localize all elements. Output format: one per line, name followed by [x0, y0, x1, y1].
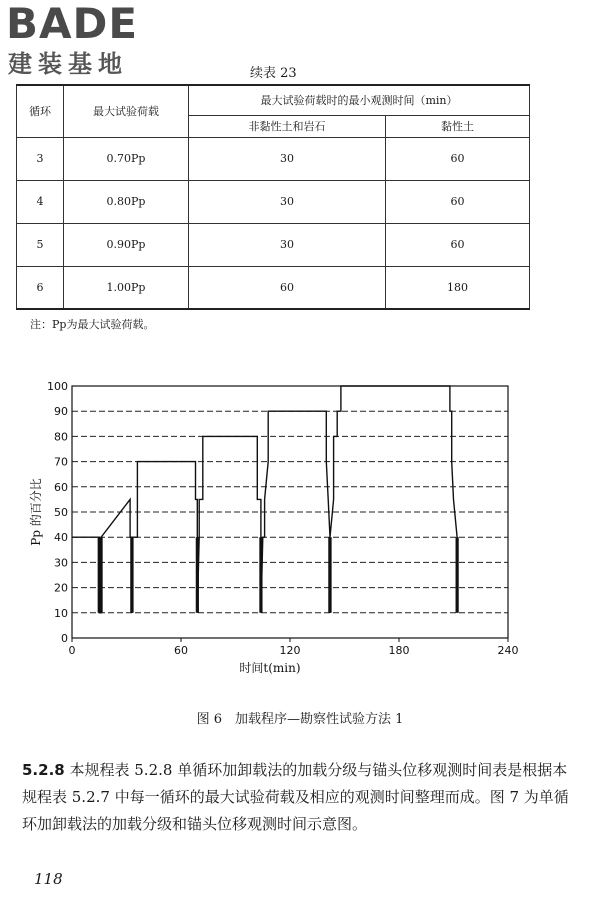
cell-cycle: 4: [17, 180, 64, 223]
paragraph-text: 本规程表 5.2.8 单循环加卸载法的加载分级与锚头位移观测时间表是根据本规程表 5.2.7 中每一循环的最大试验荷载及相应的观测时间整理而成。图 7 为单循环加卸载法的加载分级和锚头位移观测时间示意图。: [22, 761, 569, 833]
y-tick-label: 30: [54, 556, 68, 570]
load-table: [16, 84, 530, 310]
cell-cohesive: 60: [386, 180, 530, 223]
y-tick-label: 20: [54, 581, 68, 595]
figure-caption: 图 6 加载程序—勘察性试验方法 1: [196, 712, 404, 727]
y-tick-label: 60: [54, 480, 68, 494]
cell-non-cohesive: 30: [189, 180, 386, 223]
y-tick-label: 40: [54, 531, 68, 545]
cell-cohesive: 60: [386, 223, 530, 266]
x-tick-label: 120: [279, 644, 301, 657]
logo-text-cn: 建装基地: [8, 50, 128, 78]
cell-cycle: 6: [17, 266, 64, 309]
load-program-chart: [0, 370, 600, 700]
cell-non-cohesive: 60: [189, 266, 386, 309]
header-cycle: 循环: [17, 85, 64, 137]
x-axis-label: 时间t(min): [239, 661, 301, 675]
section-number: 5.2.8: [22, 761, 65, 779]
x-tick-label: 180: [388, 644, 410, 657]
header-min-time: 最大试验荷载时的最小观测时间（min）: [189, 85, 530, 115]
logo-text-en: BADE: [6, 0, 139, 48]
y-tick-label: 10: [54, 606, 68, 620]
y-axis-label: Pp 的百分比: [29, 478, 43, 546]
cell-load: 0.80Pp: [64, 180, 189, 223]
cell-non-cohesive: 30: [189, 223, 386, 266]
cell-cohesive: 180: [386, 266, 530, 309]
cell-cohesive: 60: [386, 137, 530, 180]
page-number: 118: [34, 870, 63, 888]
header-non-cohesive: 非黏性土和岩石: [189, 115, 386, 137]
table-caption: 续表 23: [250, 66, 297, 81]
table-row: [17, 137, 530, 180]
y-tick-label: 0: [61, 632, 68, 645]
y-tick-label: 80: [54, 430, 68, 444]
x-tick-label: 240: [497, 644, 519, 657]
cell-load: 0.70Pp: [64, 137, 189, 180]
cell-non-cohesive: 30: [189, 137, 386, 180]
cell-cycle: 5: [17, 223, 64, 266]
y-tick-label: 70: [54, 455, 68, 469]
cell-load: 0.90Pp: [64, 223, 189, 266]
load-series-line: [72, 386, 457, 613]
body-paragraph: [22, 757, 572, 838]
y-tick-label: 100: [47, 380, 68, 393]
table-note: 注：Pp为最大试验荷载。: [30, 318, 155, 331]
x-tick-label: 0: [68, 644, 76, 657]
cell-cycle: 3: [17, 137, 64, 180]
brand-logo: [6, 0, 176, 80]
table-row: [17, 223, 530, 266]
table-row: [17, 180, 530, 223]
table-row: [17, 266, 530, 309]
header-cohesive: 黏性土: [386, 115, 530, 137]
cell-load: 1.00Pp: [64, 266, 189, 309]
y-tick-label: 50: [54, 506, 68, 519]
y-tick-label: 90: [54, 405, 68, 419]
header-max-load: 最大试验荷载: [64, 85, 189, 137]
x-tick-label: 60: [174, 644, 188, 657]
